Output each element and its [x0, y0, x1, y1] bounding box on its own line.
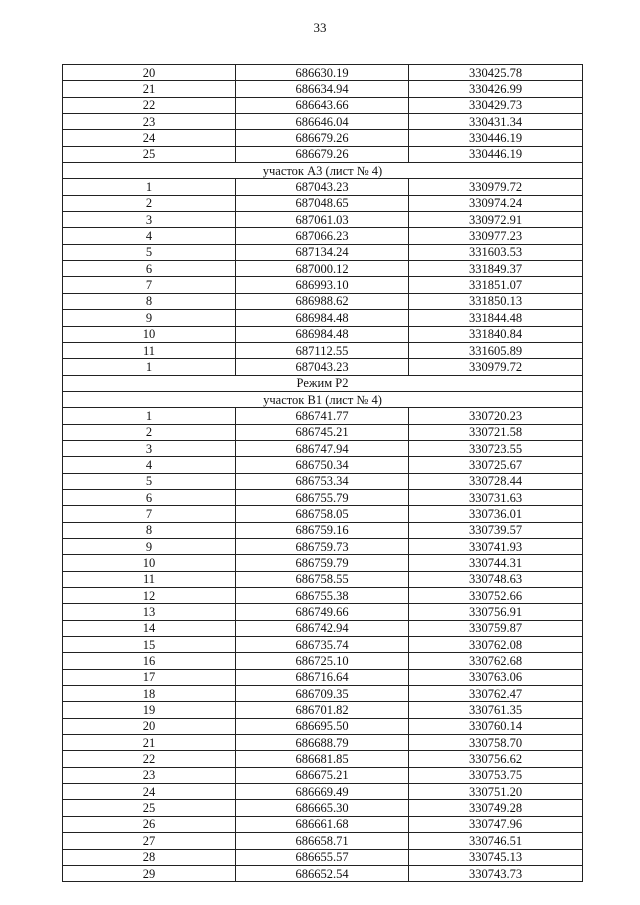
y-coordinate-cell: 331844.48	[409, 310, 583, 326]
x-coordinate-cell: 686758.05	[236, 506, 409, 522]
point-number-cell: 25	[63, 800, 236, 816]
y-coordinate-cell: 330721.58	[409, 424, 583, 440]
y-coordinate-cell: 331850.13	[409, 293, 583, 309]
x-coordinate-cell: 687043.23	[236, 179, 409, 195]
point-number-cell: 16	[63, 653, 236, 669]
table-row	[63, 849, 583, 865]
point-number-cell: 6	[63, 489, 236, 505]
y-coordinate-cell: 330762.68	[409, 653, 583, 669]
point-number-cell: 11	[63, 571, 236, 587]
point-number-cell: 7	[63, 277, 236, 293]
point-number-cell: 24	[63, 130, 236, 146]
section-label: участок В1 (лист № 4)	[63, 391, 583, 407]
y-coordinate-cell: 330761.35	[409, 702, 583, 718]
point-number-cell: 1	[63, 359, 236, 375]
table-row	[63, 669, 583, 685]
x-coordinate-cell: 686634.94	[236, 81, 409, 97]
x-coordinate-cell: 686984.48	[236, 310, 409, 326]
x-coordinate-cell: 686655.57	[236, 849, 409, 865]
point-number-cell: 7	[63, 506, 236, 522]
table-row	[63, 686, 583, 702]
x-coordinate-cell: 686665.30	[236, 800, 409, 816]
y-coordinate-cell: 330431.34	[409, 114, 583, 130]
y-coordinate-cell: 330972.91	[409, 212, 583, 228]
point-number-cell: 10	[63, 555, 236, 571]
point-number-cell: 4	[63, 228, 236, 244]
table-row	[63, 440, 583, 456]
page-number: 33	[313, 20, 327, 35]
table-row	[63, 718, 583, 734]
x-coordinate-cell: 686681.85	[236, 751, 409, 767]
x-coordinate-cell: 686984.48	[236, 326, 409, 342]
table-row	[63, 359, 583, 375]
table-row	[63, 261, 583, 277]
point-number-cell: 9	[63, 538, 236, 554]
point-number-cell: 28	[63, 849, 236, 865]
y-coordinate-cell: 330723.55	[409, 440, 583, 456]
point-number-cell: 8	[63, 293, 236, 309]
table-row	[63, 195, 583, 211]
x-coordinate-cell: 686695.50	[236, 718, 409, 734]
table-row	[63, 326, 583, 342]
x-coordinate-cell: 686759.79	[236, 555, 409, 571]
y-coordinate-cell: 330720.23	[409, 408, 583, 424]
table-row	[63, 702, 583, 718]
table-row	[63, 767, 583, 783]
coordinates-table-body	[63, 65, 583, 882]
point-number-cell: 23	[63, 114, 236, 130]
table-row	[63, 800, 583, 816]
y-coordinate-cell: 330746.51	[409, 833, 583, 849]
table-row	[63, 424, 583, 440]
point-number-cell: 20	[63, 65, 236, 81]
x-coordinate-cell: 686758.55	[236, 571, 409, 587]
table-row	[63, 310, 583, 326]
y-coordinate-cell: 330446.19	[409, 130, 583, 146]
x-coordinate-cell: 687048.65	[236, 195, 409, 211]
y-coordinate-cell: 330426.99	[409, 81, 583, 97]
point-number-cell: 20	[63, 718, 236, 734]
point-number-cell: 18	[63, 686, 236, 702]
x-coordinate-cell: 686675.21	[236, 767, 409, 783]
y-coordinate-cell: 331840.84	[409, 326, 583, 342]
x-coordinate-cell: 686688.79	[236, 735, 409, 751]
table-row	[63, 489, 583, 505]
table-row	[63, 97, 583, 113]
x-coordinate-cell: 686669.49	[236, 784, 409, 800]
point-number-cell: 5	[63, 473, 236, 489]
table-row	[63, 865, 583, 881]
y-coordinate-cell: 330979.72	[409, 359, 583, 375]
table-row	[63, 228, 583, 244]
table-row	[63, 620, 583, 636]
table-row	[63, 146, 583, 162]
table-row	[63, 506, 583, 522]
y-coordinate-cell: 330753.75	[409, 767, 583, 783]
point-number-cell: 6	[63, 261, 236, 277]
x-coordinate-cell: 686646.04	[236, 114, 409, 130]
table-row	[63, 653, 583, 669]
y-coordinate-cell: 331849.37	[409, 261, 583, 277]
table-row	[63, 342, 583, 358]
y-coordinate-cell: 330744.31	[409, 555, 583, 571]
table-row	[63, 816, 583, 832]
table-row	[63, 179, 583, 195]
y-coordinate-cell: 330759.87	[409, 620, 583, 636]
section-header-row	[63, 163, 583, 179]
table-row	[63, 457, 583, 473]
y-coordinate-cell: 330743.73	[409, 865, 583, 881]
y-coordinate-cell: 330752.66	[409, 588, 583, 604]
table-row	[63, 555, 583, 571]
x-coordinate-cell: 686745.21	[236, 424, 409, 440]
section-label: участок А3 (лист № 4)	[63, 163, 583, 179]
table-row	[63, 588, 583, 604]
y-coordinate-cell: 330429.73	[409, 97, 583, 113]
x-coordinate-cell: 686750.34	[236, 457, 409, 473]
table-row	[63, 784, 583, 800]
point-number-cell: 17	[63, 669, 236, 685]
point-number-cell: 2	[63, 195, 236, 211]
table-row	[63, 522, 583, 538]
x-coordinate-cell: 686759.73	[236, 538, 409, 554]
x-coordinate-cell: 686749.66	[236, 604, 409, 620]
x-coordinate-cell: 686725.10	[236, 653, 409, 669]
y-coordinate-cell: 330748.63	[409, 571, 583, 587]
x-coordinate-cell: 687066.23	[236, 228, 409, 244]
point-number-cell: 11	[63, 342, 236, 358]
y-coordinate-cell: 330725.67	[409, 457, 583, 473]
y-coordinate-cell: 330745.13	[409, 849, 583, 865]
x-coordinate-cell: 686755.38	[236, 588, 409, 604]
y-coordinate-cell: 330747.96	[409, 816, 583, 832]
x-coordinate-cell: 686679.26	[236, 146, 409, 162]
point-number-cell: 8	[63, 522, 236, 538]
table-row	[63, 277, 583, 293]
point-number-cell: 3	[63, 440, 236, 456]
x-coordinate-cell: 687043.23	[236, 359, 409, 375]
table-row	[63, 81, 583, 97]
point-number-cell: 14	[63, 620, 236, 636]
table-row	[63, 604, 583, 620]
y-coordinate-cell: 330762.08	[409, 637, 583, 653]
point-number-cell: 4	[63, 457, 236, 473]
y-coordinate-cell: 331605.89	[409, 342, 583, 358]
x-coordinate-cell: 687134.24	[236, 244, 409, 260]
point-number-cell: 23	[63, 767, 236, 783]
y-coordinate-cell: 330749.28	[409, 800, 583, 816]
point-number-cell: 2	[63, 424, 236, 440]
x-coordinate-cell: 687061.03	[236, 212, 409, 228]
point-number-cell: 26	[63, 816, 236, 832]
table-row	[63, 130, 583, 146]
x-coordinate-cell: 686759.16	[236, 522, 409, 538]
point-number-cell: 12	[63, 588, 236, 604]
coordinates-table	[62, 64, 583, 882]
y-coordinate-cell: 330760.14	[409, 718, 583, 734]
point-number-cell: 3	[63, 212, 236, 228]
y-coordinate-cell: 330763.06	[409, 669, 583, 685]
x-coordinate-cell: 686988.62	[236, 293, 409, 309]
x-coordinate-cell: 686753.34	[236, 473, 409, 489]
point-number-cell: 1	[63, 179, 236, 195]
point-number-cell: 10	[63, 326, 236, 342]
x-coordinate-cell: 686661.68	[236, 816, 409, 832]
y-coordinate-cell: 330756.91	[409, 604, 583, 620]
y-coordinate-cell: 330762.47	[409, 686, 583, 702]
x-coordinate-cell: 686658.71	[236, 833, 409, 849]
point-number-cell: 9	[63, 310, 236, 326]
y-coordinate-cell: 330758.70	[409, 735, 583, 751]
x-coordinate-cell: 686716.64	[236, 669, 409, 685]
point-number-cell: 5	[63, 244, 236, 260]
table-row	[63, 637, 583, 653]
point-number-cell: 29	[63, 865, 236, 881]
table-row	[63, 833, 583, 849]
y-coordinate-cell: 330446.19	[409, 146, 583, 162]
table-row	[63, 212, 583, 228]
section-header-row	[63, 391, 583, 407]
point-number-cell: 21	[63, 81, 236, 97]
y-coordinate-cell: 330756.62	[409, 751, 583, 767]
section-header-row	[63, 375, 583, 391]
table-row	[63, 538, 583, 554]
x-coordinate-cell: 686755.79	[236, 489, 409, 505]
section-label: Режим Р2	[63, 375, 583, 391]
x-coordinate-cell: 686630.19	[236, 65, 409, 81]
table-row	[63, 571, 583, 587]
y-coordinate-cell: 330979.72	[409, 179, 583, 195]
x-coordinate-cell: 686679.26	[236, 130, 409, 146]
y-coordinate-cell: 330425.78	[409, 65, 583, 81]
table-row	[63, 751, 583, 767]
y-coordinate-cell: 331851.07	[409, 277, 583, 293]
x-coordinate-cell: 686735.74	[236, 637, 409, 653]
x-coordinate-cell: 686742.94	[236, 620, 409, 636]
point-number-cell: 21	[63, 735, 236, 751]
point-number-cell: 22	[63, 751, 236, 767]
point-number-cell: 27	[63, 833, 236, 849]
table-row	[63, 244, 583, 260]
x-coordinate-cell: 686652.54	[236, 865, 409, 881]
y-coordinate-cell: 330977.23	[409, 228, 583, 244]
x-coordinate-cell: 686993.10	[236, 277, 409, 293]
x-coordinate-cell: 687112.55	[236, 342, 409, 358]
point-number-cell: 13	[63, 604, 236, 620]
point-number-cell: 24	[63, 784, 236, 800]
table-row	[63, 473, 583, 489]
point-number-cell: 25	[63, 146, 236, 162]
point-number-cell: 22	[63, 97, 236, 113]
y-coordinate-cell: 330739.57	[409, 522, 583, 538]
y-coordinate-cell: 331603.53	[409, 244, 583, 260]
table-row	[63, 408, 583, 424]
table-row	[63, 65, 583, 81]
point-number-cell: 19	[63, 702, 236, 718]
x-coordinate-cell: 686741.77	[236, 408, 409, 424]
y-coordinate-cell: 330974.24	[409, 195, 583, 211]
y-coordinate-cell: 330751.20	[409, 784, 583, 800]
point-number-cell: 15	[63, 637, 236, 653]
table-row	[63, 735, 583, 751]
x-coordinate-cell: 686701.82	[236, 702, 409, 718]
table-row	[63, 114, 583, 130]
table-row	[63, 293, 583, 309]
y-coordinate-cell: 330731.63	[409, 489, 583, 505]
x-coordinate-cell: 686643.66	[236, 97, 409, 113]
x-coordinate-cell: 686709.35	[236, 686, 409, 702]
x-coordinate-cell: 687000.12	[236, 261, 409, 277]
y-coordinate-cell: 330741.93	[409, 538, 583, 554]
y-coordinate-cell: 330736.01	[409, 506, 583, 522]
point-number-cell: 1	[63, 408, 236, 424]
x-coordinate-cell: 686747.94	[236, 440, 409, 456]
y-coordinate-cell: 330728.44	[409, 473, 583, 489]
